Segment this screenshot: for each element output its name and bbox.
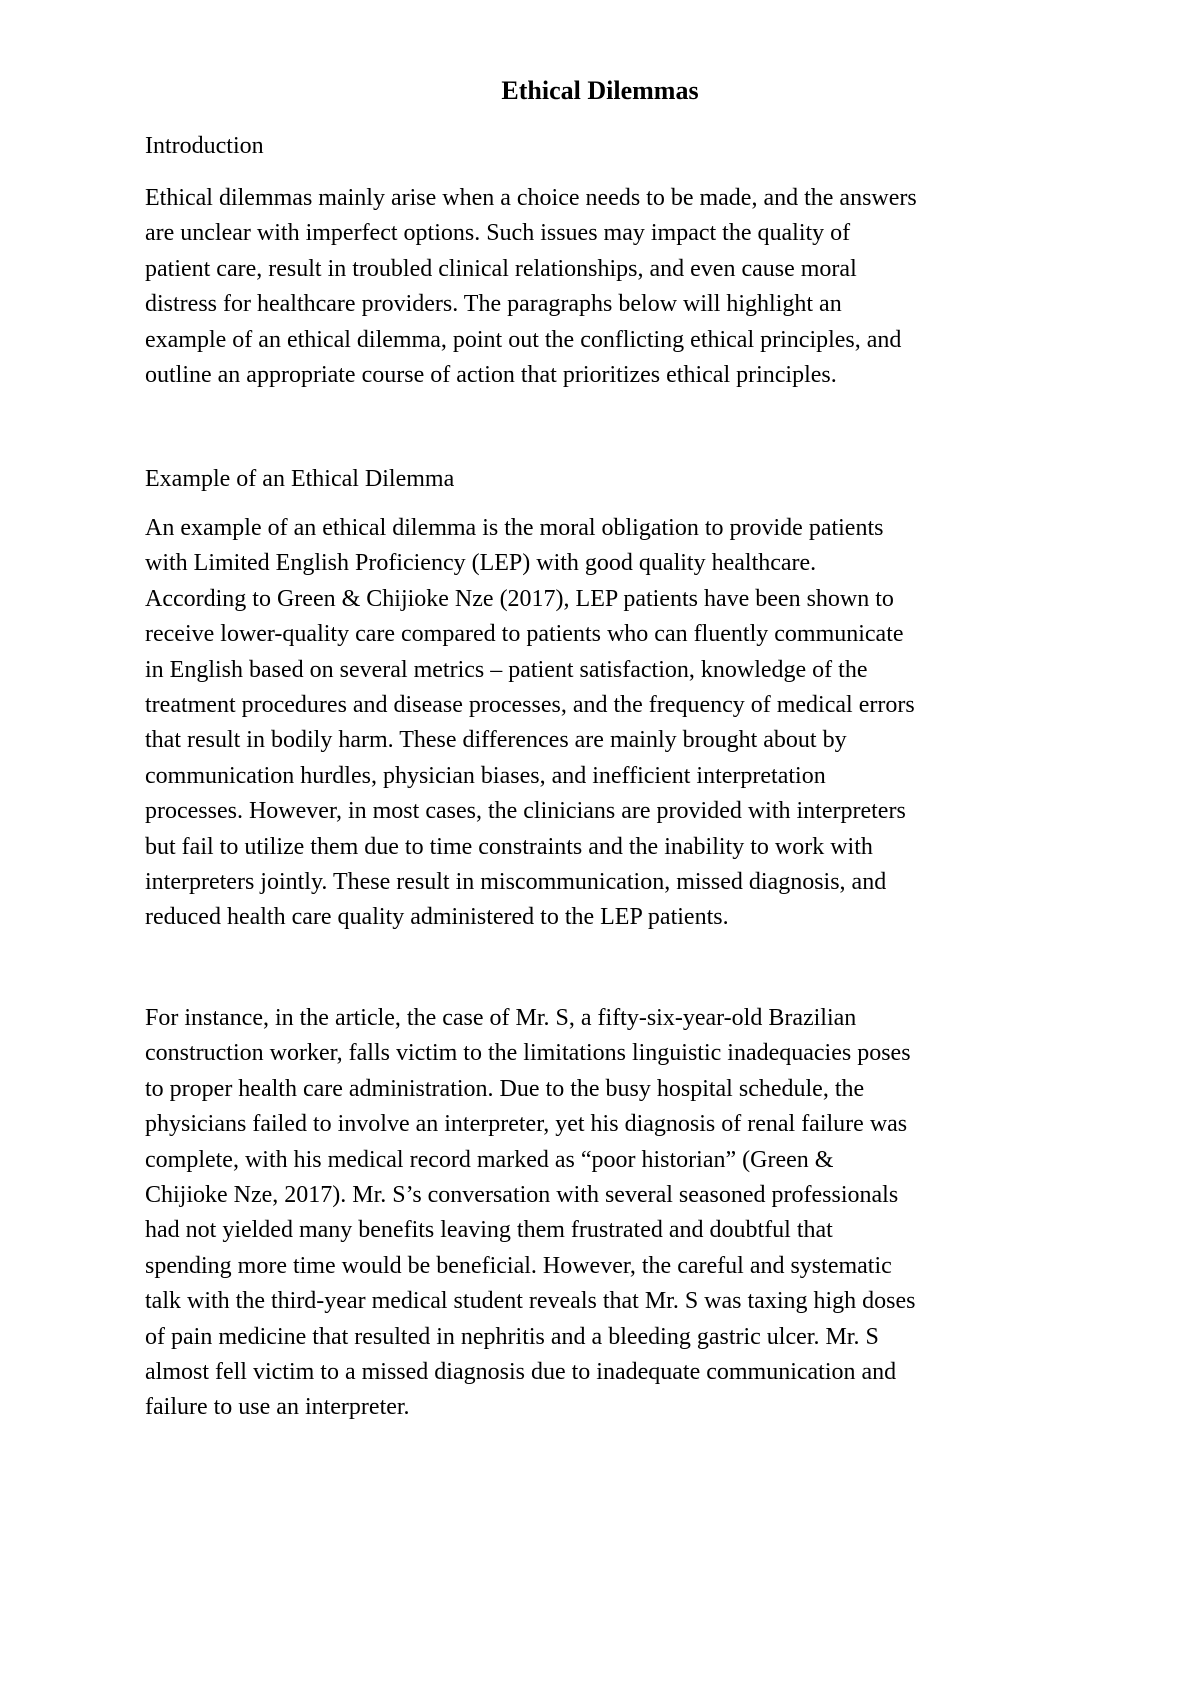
paragraph-line: reduced health care quality administered to the LEP patients. (145, 904, 729, 931)
paragraph-line: communication hurdles, physician biases, and inefficient interpretation (145, 762, 826, 789)
paragraph-line: with Limited English Proficiency (LEP) with good quality healthcare. (145, 550, 817, 577)
paragraph-line: talk with the third-year medical student reveals that Mr. S was taxing high doses (145, 1288, 916, 1315)
paragraph-line: physicians failed to involve an interpreter, yet his diagnosis of renal failure was (145, 1111, 908, 1138)
paragraph-line: complete, with his medical record marked as “poor historian” (Green & (145, 1146, 834, 1173)
paragraph-line: are unclear with imperfect options. Such issues may impact the quality of (145, 220, 851, 247)
section-heading-introduction: Introduction (145, 133, 264, 159)
paragraph-line: had not yielded many benefits leaving them frustrated and doubtful that (145, 1217, 833, 1244)
paragraph-line: Chijioke Nze, 2017). Mr. S’s conversation with several seasoned professionals (145, 1182, 899, 1209)
paragraph-line: outline an appropriate course of action that prioritizes ethical principles. (145, 362, 837, 389)
paragraph-line: treatment procedures and disease processes, and the frequency of medical errors (145, 692, 915, 719)
paragraph-line: almost fell victim to a missed diagnosis due to inadequate communication and (145, 1359, 897, 1386)
paragraph-line: example of an ethical dilemma, point out the conflicting ethical principles, and (145, 326, 902, 353)
document-title: Ethical Dilemmas (501, 76, 699, 105)
paragraph-line: interpreters jointly. These result in miscommunication, missed diagnosis, and (145, 869, 887, 896)
example-paragraph (145, 511, 1080, 936)
paragraph-line: construction worker, falls victim to the limitations linguistic inadequacies poses (145, 1040, 911, 1067)
paragraph-line: patient care, result in troubled clinical relationships, and even cause moral (145, 255, 857, 282)
paragraph-line: spending more time would be beneficial. However, the careful and systematic (145, 1252, 892, 1279)
paragraph-line: that result in bodily harm. These differences are mainly brought about by (145, 727, 847, 754)
case-paragraph (145, 1001, 1080, 1426)
paragraph-line: According to Green & Chijioke Nze (2017), LEP patients have been shown to (145, 585, 894, 612)
paragraph-line: receive lower-quality care compared to patients who can fluently communicate (145, 621, 904, 648)
paragraph-line: distress for healthcare providers. The paragraphs below will highlight an (145, 291, 842, 318)
paragraph-line: but fail to utilize them due to time constraints and the inability to work with (145, 833, 873, 860)
section-heading-example: Example of an Ethical Dilemma (145, 466, 455, 492)
paragraph-line: An example of an ethical dilemma is the moral obligation to provide patients (145, 515, 884, 541)
introduction-paragraph (145, 181, 1080, 393)
paragraph-line: of pain medicine that resulted in nephritis and a bleeding gastric ulcer. Mr. S (145, 1323, 879, 1350)
paragraph-line: For instance, in the article, the case of Mr. S, a fifty-six-year-old Brazilian (145, 1005, 857, 1031)
paragraph-line: processes. However, in most cases, the clinicians are provided with interpreters (145, 798, 906, 825)
paragraph-line: failure to use an interpreter. (145, 1394, 410, 1421)
paragraph-line: Ethical dilemmas mainly arise when a choice needs to be made, and the answers (145, 185, 917, 211)
paragraph-line: in English based on several metrics – patient satisfaction, knowledge of the (145, 656, 868, 683)
paragraph-line: to proper health care administration. Due to the busy hospital schedule, the (145, 1075, 865, 1102)
